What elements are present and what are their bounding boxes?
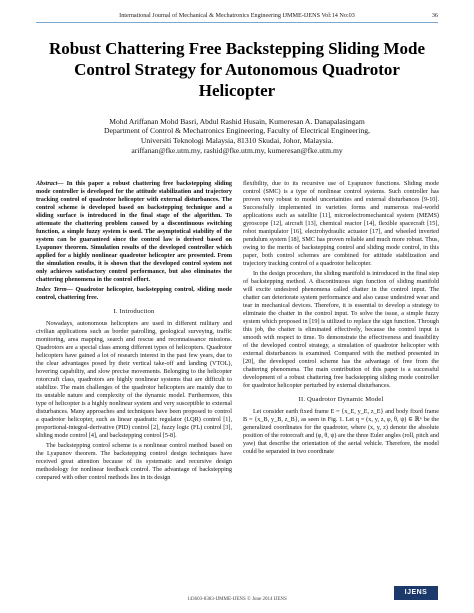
affiliation (0, 126, 474, 156)
page-footer: 143603-8383-IJMME-IJENS © June 2014 IJENS (187, 597, 287, 602)
affiliation-university: Universiti Teknologi Malaysia, 81310 Skudai, Johor, Malaysia. (140, 136, 334, 145)
page-number: 36 (431, 12, 438, 19)
running-head (0, 10, 474, 21)
author-list: Mohd Ariffanan Mohd Basri, Abdul Rashid Husain, Kumeresan A. Danapalasingam (109, 117, 365, 126)
model-paragraph-1: Let consider earth fixed frame E = {x_E, y_E, z_E} and body fixed frame B = {x_B, y_B, z_B}, as seen in Fig. 1. Let q = (x, y, z, φ, θ, ψ) ∈ ℝ⁶ be the generalized coordinates for the quadrotor, where (x, y, z) denote the absolute position of the rotorcraft and (φ, θ, ψ) are the three Euler angles (roll, pitch and yaw) that describe the orientation of the aerial vehicle. Therefore, the model could be separated in two coordinate (243, 408, 439, 455)
paper-title (0, 38, 474, 101)
right-column (243, 180, 439, 575)
intro-paragraph-4: In the design procedure, the sliding manifold is introduced in the final step of backstepping method. A discontinuous sign function of sliding manifold will excite undesired phenomena called chatter in the control input. The chatter can deteriorate system performance and also cause undesired wear and tear in mechanical devices. Therefore, it is essential to develop a strategy to eliminate the chatter in the control input. To solve the issue, a simple fuzzy system which proposed in [19] is utilized to replace the sign function. Through this job, the chatter is eliminated effectively, because the control input is smooth with respect to time. To demonstrate the effectiveness and feasibility of the developed control strategy, a simulation of quadrotor helicopter with external disturbances is examined. Compared with the method presented in [20], the developed control scheme has the advantage of free from the chattering phenomena. The main contribution of this paper is a successful development of a robust chattering free backstepping sliding mode controller for quadrotor helicopter perturbed by external disturbances. (243, 270, 439, 389)
author-emails: ariffanan@fke.utm.my, rashid@fke.utm.my, kumeresan@fke.utm.my (131, 146, 343, 155)
abstract (36, 180, 232, 284)
title-line-3: Helicopter (198, 81, 276, 100)
journal-name: International Journal of Mechanical & Mechatronics Engineering IJMME-IJENS Vol:14 No:03 (119, 12, 355, 19)
section-heading-introduction: I. Introduction (113, 308, 155, 315)
intro-paragraph-2: The backstepping control scheme is a nonlinear control method based on the Lyapunov theorem. The backstepping control design techniques have received great attention because of its systematic and recursive design methodology for nonlinear feedback control. The advantage of backstepping compared with other control methods lies in its design (36, 442, 232, 481)
intro-paragraph-3: flexibility, due to its recursive use of Lyapunov functions. Sliding mode control (SMC) is a type of nonlinear control systems. Such controller has proven very robust to model uncertainties and external disturbances [9-10]. Successfully implemented in varieties forms and numerous real-world applications such as satellite [11], microelectromechanical system (MEMS) gyroscope [12], aircraft [13], chemical reactor [14], flexible spacecraft [15], robot manipulator [16], electrohydraulic actuator [17], and wheeled inverted pendulum system [18], SMC has proven reliable and much more robust. Thus, owing to the merits of backstepping control and sliding mode control, in this paper, both control schemes are combined for attitude stabilization and trajectory tracking control of a quadrotor helicopter. (243, 180, 439, 267)
title-line-1: Robust Chattering Free Backstepping Sliding Mode (48, 39, 426, 58)
intro-paragraph-1: Nowadays, autonomous helicopters are used in different military and civilian applications such as border patrolling, geological surveying, traffic monitoring, area mapping, search and rescue and reconnaissance missions. Quadrotors are a special class among different types of helicopters. Quadrotor helicopters have gained a lot of research interest in the past few years, due to the clear advantages posed by their vertical take-off and landing (VTOL), hovering capability, and slow precise movements. Belonging to the helicopter rotorcraft class, quadrotors are highly nonlinear systems that are difficult to stabilize. The main challenges of the quadrotor helicopters are mainly due to its unstable nature and complexity of the dynamic model. Furthermore, this type of helicopter is a highly nonlinear system and very susceptible to external disturbances. Many approaches and techniques have been proposed to control a quadrotor helicopter, such as linear quadratic regulator (LQR) control [1], proportional-integral-derivative (PID) control [2], fuzzy logic (FL) control [3], sliding mode control [4], and backstepping control [5-8]. (36, 320, 232, 439)
index-terms-lead: Index Term— (36, 286, 73, 293)
abstract-lead: Abstract— (36, 180, 64, 187)
index-terms-text: Quadrotor helicopter, backstepping control, sliding mode control, chattering free. (36, 286, 232, 301)
index-terms (36, 286, 232, 302)
header-rule (36, 22, 438, 23)
section-heading-dynamic-model: II. Quadrotor Dynamic Model (298, 396, 384, 403)
left-column (36, 180, 232, 575)
publisher-logo: IJENS (394, 586, 438, 600)
title-line-2: Control Strategy for Autonomous Quadrotor (74, 60, 400, 79)
affiliation-department: Department of Control & Mechatronics Engineering, Faculty of Electrical Engineering, (104, 126, 370, 135)
abstract-text: In this paper a robust chattering free backstepping sliding mode controller is developed for the attitude stabilization and trajectory tracking control of quadrotor helicopter with external disturbances. The control scheme is developed based on backstepping technique and a sliding surface is introduced in the final stage of the algorithm. To attenuate the chattering problem caused by a discontinuous switching function, a simple fuzzy system is used. The asymptotical stability of the system can be guaranteed since the control law is derived based on Lyapunov theorem. Simulation results of the developed controller which applied for a highly nonlinear quadrotor helicopter are presented. From the simulation results, it is shown that the developed control system not only achieves satisfactory control performance, but also eliminates the chattering phenomena in the control effort. (36, 180, 232, 283)
